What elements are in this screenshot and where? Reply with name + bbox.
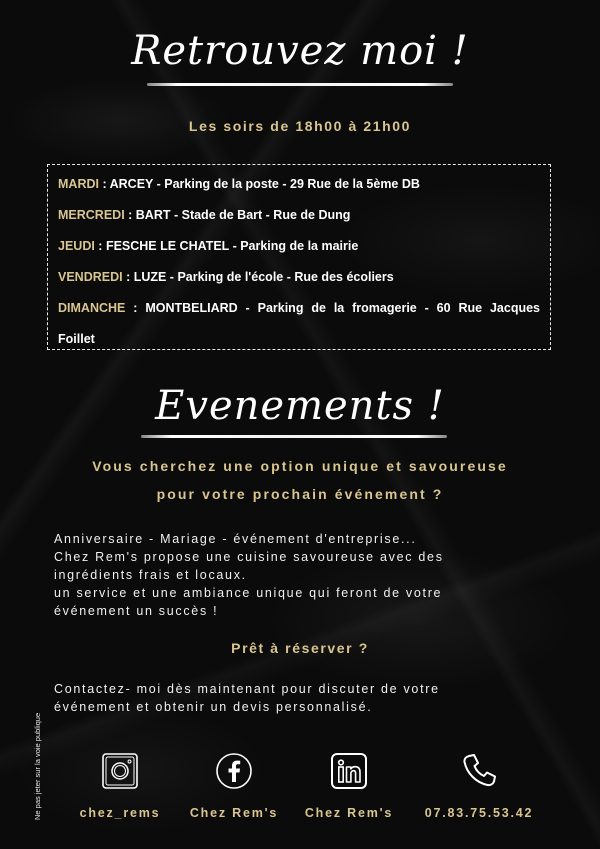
schedule-details: LUZE - Parking de l'école - Rue des écoliers bbox=[133, 270, 394, 284]
events-title-underline bbox=[141, 435, 447, 438]
schedule-row-dimanche bbox=[58, 293, 540, 355]
hours-subtitle: Les soirs de 18h00 à 21h00 bbox=[188, 118, 412, 134]
instagram-icon bbox=[101, 752, 139, 790]
events-title: Evenements ! bbox=[155, 383, 445, 429]
facebook-icon bbox=[215, 752, 253, 790]
events-question-line2: pour votre prochain événement ? bbox=[156, 486, 444, 502]
linkedin-page: Chez Rem's bbox=[304, 806, 394, 820]
find-me-title: Retrouvez moi ! bbox=[131, 28, 469, 74]
schedule-day: VENDREDI bbox=[58, 270, 123, 284]
schedule-day: JEUDI bbox=[58, 239, 95, 253]
description-line: événement un succès ! bbox=[54, 604, 219, 618]
contact-phone[interactable] bbox=[419, 752, 539, 820]
facebook-page: Chez Rem's bbox=[189, 806, 279, 820]
schedule-day: MARDI bbox=[58, 177, 99, 191]
schedule-row-vendredi bbox=[58, 262, 540, 293]
schedule-day: MERCREDI bbox=[58, 208, 125, 222]
schedule-row-jeudi bbox=[58, 231, 540, 262]
schedule-row-mardi bbox=[58, 169, 540, 200]
events-description bbox=[54, 530, 554, 620]
schedule-separator: : bbox=[125, 301, 146, 315]
phone-icon bbox=[460, 752, 498, 790]
cta-line: événement et obtenir un devis personnalisé. bbox=[54, 700, 373, 714]
description-line: ingrédients frais et locaux. bbox=[54, 568, 247, 582]
title-underline bbox=[147, 83, 453, 86]
contact-linkedin[interactable] bbox=[289, 752, 409, 820]
instagram-handle: chez_rems bbox=[79, 806, 161, 820]
schedule-separator: : bbox=[94, 239, 106, 253]
schedule-box bbox=[47, 164, 551, 350]
cta-line: Contactez- moi dès maintenant pour discuter de votre bbox=[54, 682, 440, 696]
schedule-day: DIMANCHE bbox=[58, 301, 126, 315]
footer-note: Ne pas jeter sur la voie publique bbox=[33, 712, 42, 820]
events-question-line1: Vous cherchez une option unique et savoureuse bbox=[92, 458, 508, 474]
schedule-details: MONTBELIARD - Parking de la fromagerie - 60 Rue Jacques Foillet bbox=[58, 301, 541, 346]
description-line: un service et une ambiance unique qui feront de votre bbox=[54, 586, 443, 600]
schedule-details: ARCEY - Parking de la poste - 29 Rue de la 5ème DB bbox=[109, 177, 420, 191]
contact-facebook[interactable] bbox=[174, 752, 294, 820]
reserve-cta-text bbox=[54, 680, 554, 716]
schedule-details: BART - Stade de Bart - Rue de Dung bbox=[135, 208, 351, 222]
schedule-separator: : bbox=[98, 177, 110, 191]
schedule-separator: : bbox=[122, 270, 134, 284]
schedule-details: FESCHE LE CHATEL - Parking de la mairie bbox=[105, 239, 359, 253]
description-line: Anniversaire - Mariage - événement d'entreprise... bbox=[54, 532, 417, 546]
linkedin-icon bbox=[330, 752, 368, 790]
reserve-cta-title: Prêt à réserver ? bbox=[231, 640, 369, 656]
description-line: Chez Rem's propose une cuisine savoureuse avec des bbox=[54, 550, 444, 564]
schedule-row-mercredi bbox=[58, 200, 540, 231]
contact-instagram[interactable] bbox=[60, 752, 180, 820]
schedule-separator: : bbox=[124, 208, 136, 222]
phone-number: 07.83.75.53.42 bbox=[424, 806, 534, 820]
